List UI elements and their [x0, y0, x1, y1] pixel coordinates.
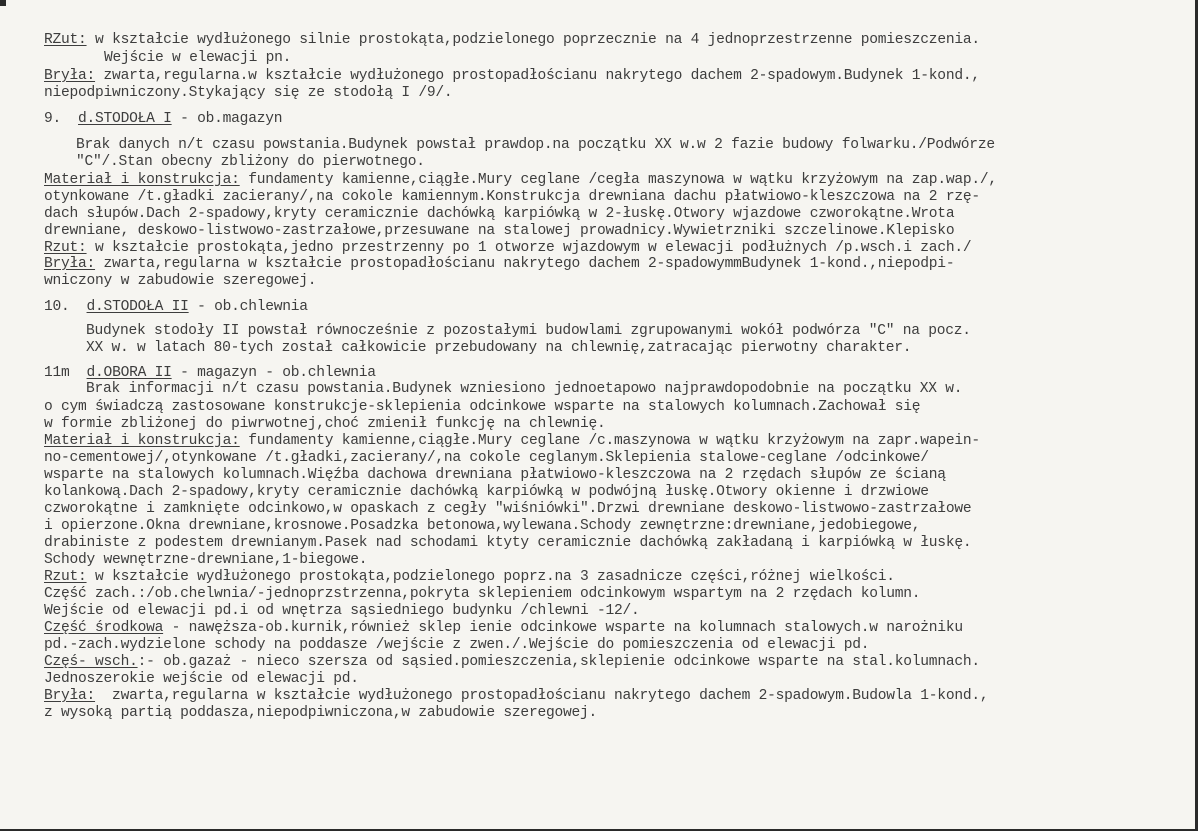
section-label: Bryła: [44, 256, 96, 272]
text-line [76, 137, 995, 154]
section-label: Rzut: [44, 240, 87, 256]
text-line [44, 32, 980, 49]
line-text: 11m [44, 365, 87, 381]
line-text: pd.-zach.wydzielone schody na poddasze /wejście z zwen./.Wejście do pomieszczenia od elewacji pd. [44, 637, 870, 653]
line-text: no-cementowej/,otynkowane /t.gładki,zacierany/,na cokole ceglanym.Sklepienia stalowe-ceglane /odcinkowe/ [44, 450, 929, 466]
line-text: Wejście od elewacji pd.i od wnętrza sąsiedniego budynku /chlewni -12/. [44, 603, 640, 619]
line-text: dach słupów.Dach 2-spadowy,kryty ceramicznie dachówką karpiówką w 2-łuskę.Otwory wjazdowe czworokątne.Wrota [44, 206, 955, 222]
building-function: - ob.chlewnia [188, 299, 308, 315]
section-label: Bryła: [44, 68, 96, 84]
line-text: Jednoszerokie wejście od elewacji pd. [44, 671, 359, 687]
section-label: Materiał i konstrukcja: [44, 433, 240, 449]
text-line [44, 299, 308, 316]
text-line [86, 323, 971, 340]
section-label: Materiał i konstrukcja: [44, 172, 240, 188]
text-line [76, 154, 425, 171]
text-line [44, 256, 954, 273]
text-line [44, 450, 929, 467]
building-heading: d.STODOŁA I [78, 111, 172, 127]
line-text: w kształcie wydłużonego silnie prostokąta,podzielonego poprzecznie na 4 jednoprzestrzenne pomieszczenia. [86, 32, 980, 48]
line-text: w formie zbliżonej do piwrwotnej,choć zmienił funkcję na chlewnię. [44, 416, 606, 432]
text-line [44, 240, 971, 257]
text-line [44, 223, 954, 240]
text-line [44, 85, 452, 102]
text-line [44, 637, 869, 654]
line-text: zwarta,regularna w kształcie prostopadłościanu nakrytego dachem 2-spadowymmBudynek 1-kond.,niepodpi- [95, 256, 955, 272]
text-line [44, 518, 920, 535]
section-label: Część środkowa [44, 620, 164, 636]
line-text: Część zach.:/ob.chelwnia/-jednoprzstrzenna,pokryta sklepieniem odcinkowym wspartym na 2 rzędach kolumn. [44, 586, 921, 602]
building-function: - ob.magazyn [171, 111, 283, 127]
text-line [44, 365, 376, 382]
line-text: czworokątne i zamknięte odcinkowo,w opaskach z cegły "wiśniówki".Drzwi drewniane deskowo-listwowo-zastrzałowe [44, 501, 972, 517]
building-heading: d.OBORA II [86, 365, 172, 381]
section-label: RZut: [44, 32, 87, 48]
text-line [44, 705, 597, 722]
text-line [44, 569, 895, 586]
text-line [44, 467, 946, 484]
text-line [44, 552, 367, 569]
line-text: Brak informacji n/t czasu powstania.Budynek wzniesiono jednoetapowo najprawdopodobnie na początku XX w. [86, 381, 963, 397]
text-line [44, 671, 359, 688]
line-text: zwarta,regularna w kształcie wydłużonego prostopadłościanu nakrytego dachem 2-spadowym.Budowla 1-kond., [95, 688, 989, 704]
building-function: - magazyn - ob.chlewnia [171, 365, 376, 381]
section-label: Rzut: [44, 569, 87, 585]
line-text: otynkowane /t.gładki zacierany/,na cokole kamiennym.Konstrukcja drewniana dachu płatwiowo-kleszczowa na 2 rzę- [44, 189, 980, 205]
text-line [44, 484, 929, 501]
section-label: Bryła: [44, 688, 96, 704]
text-line [44, 620, 963, 637]
text-line [44, 416, 606, 433]
text-line [44, 206, 954, 223]
text-line [44, 688, 988, 705]
line-text: 10. [44, 299, 87, 315]
line-text: "C"/.Stan obecny zbliżony do pierwotnego. [76, 154, 425, 170]
line-text: kolankową.Dach 2-spadowy,kryty ceramicznie dachówką karpiówką w podwójną łuskę.Otwory okienne i drzwiowe [44, 484, 929, 500]
line-text: XX w. w latach 80-tych został całkowicie przebudowany na chlewnię,zatracając pierwotny charakter. [86, 340, 912, 356]
text-line [44, 603, 640, 620]
line-text: wniczony w zabudowie szeregowej. [44, 273, 317, 289]
text-line [44, 586, 920, 603]
line-text: w kształcie wydłużonego prostokąta,podzielonego poprz.na 3 zasadnicze części,różnej wielkości. [86, 569, 895, 585]
text-line [44, 654, 980, 671]
text-line [86, 381, 962, 398]
line-text: zwarta,regularna.w kształcie wydłużonego prostopadłościanu nakrytego dachem 2-spadowym.Budynek 1-kond., [95, 68, 980, 84]
line-text: Brak danych n/t czasu powstania.Budynek powstał prawdop.na początku XX w.w 2 fazie budowy folwarku./Podwórze [76, 137, 995, 153]
text-line [86, 340, 911, 357]
text-line [44, 501, 971, 518]
section-label: Częś- wsch. [44, 654, 138, 670]
text-line [44, 433, 980, 450]
text-line [44, 172, 997, 189]
line-text: o cym świadczą zastosowane konstrukcje-sklepienia odcinkowe wsparte na stalowych kolumnach.Zachował się [44, 399, 921, 415]
text-line [44, 189, 980, 206]
line-text: Budynek stodoły II powstał równocześnie z pozostałymi budowlami zgrupowanymi wokół podwórza "C" na pocz. [86, 323, 971, 339]
line-text: niepodpiwniczony.Stykający się ze stodołą I /9/. [44, 85, 453, 101]
line-text: fundamenty kamienne,ciągłe.Mury ceglane /cegła maszynowa w wątku krzyżowym na zap.wap./, [239, 172, 997, 188]
corner-mark [0, 0, 6, 6]
text-line [44, 111, 282, 128]
line-text: Schody wewnętrzne-drewniane,1-biegowe. [44, 552, 368, 568]
line-text: 9. [44, 111, 79, 127]
text-line [44, 535, 971, 552]
line-text: drabiniste z podestem drewnianym.Pasek nad schodami ktyty ceramicznie dachówką zakładaną i karpiówką w łuskę. [44, 535, 972, 551]
line-text: z wysoką partią poddasza,niepodpiwniczona,w zabudowie szeregowej. [44, 705, 597, 721]
building-heading: d.STODOŁA II [86, 299, 189, 315]
line-text: i opierzone.Okna drewniane,krosnowe.Posadzka betonowa,wylewana.Schody zewnętrzne:drewniane,jedobiegowe, [44, 518, 921, 534]
text-line [44, 68, 980, 85]
text-line [44, 399, 920, 416]
line-text: drewniane, deskowo-listwowo-zastrzałowe,przesuwane na stalowej prowadnicy.Wywietrzniki szczelinowe.Klepisko [44, 223, 955, 239]
line-text: - nawęższa-ob.kurnik,również sklep ienie odcinkowe wsparte na kolumnach stalowych.w narożniku [163, 620, 963, 636]
text-line [104, 50, 291, 67]
line-text: Wejście w elewacji pn. [104, 50, 292, 66]
line-text: fundamenty kamienne,ciągłe.Mury ceglane /c.maszynowa w wątku krzyżowym na zapr.wapein- [239, 433, 980, 449]
line-text: w kształcie prostokąta,jedno przestrzenny po 1 otworze wjazdowym w elewacji podłużnych /p.wsch.i zach./ [86, 240, 972, 256]
line-text: :- ob.gazaż - nieco szersza od sąsied.pomieszczenia,sklepienie odcinkowe wsparte na stal.kolumnach. [137, 654, 980, 670]
text-line [44, 273, 316, 290]
line-text: wsparte na stalowych kolumnach.Więźba dachowa drewniana płatwiowo-kleszczowa na 2 rzędach słupów ze ścianą [44, 467, 946, 483]
